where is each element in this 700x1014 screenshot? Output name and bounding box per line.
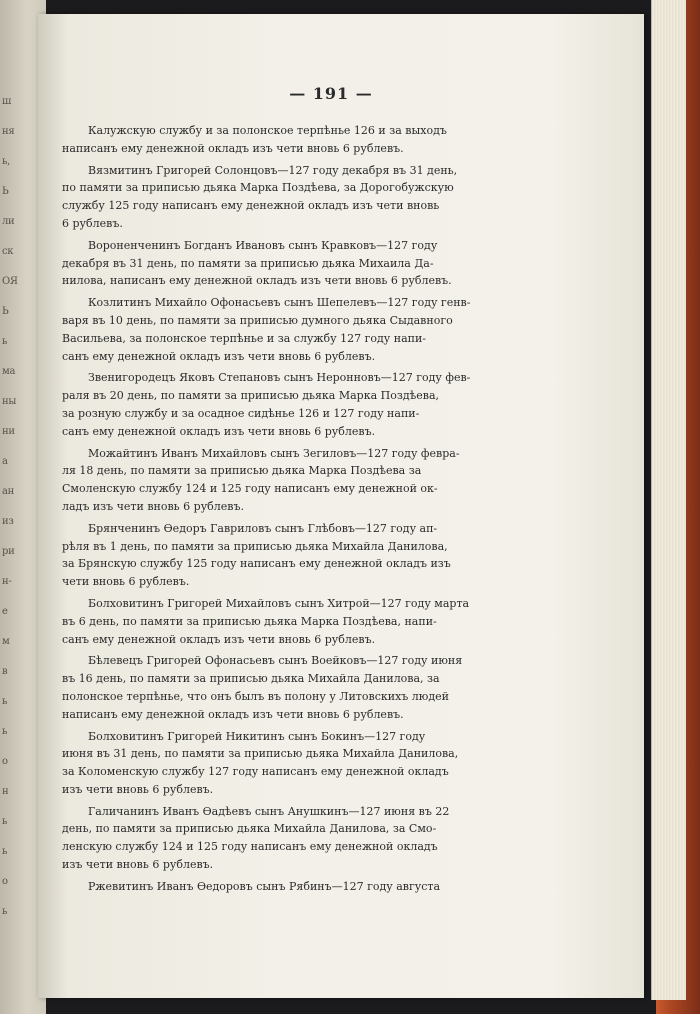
paragraph	[62, 237, 486, 290]
text-line: Смоленскую службу 124 и 125 году написанъ ему денежной ок-	[62, 482, 438, 496]
text-line: Калужскую службу и за полонское терпѣнье 126 и за выходъ	[88, 124, 447, 137]
text-line: по памяти за приписью дьяка Марка Поздѣева, за Дорогобужскую	[62, 181, 454, 195]
text-line: нилова, написанъ ему денежной окладъ изъ чети вновь 6 рублевъ.	[62, 274, 452, 288]
text-line: Звенигородецъ Яковъ Степановъ сынъ Неронновъ—127 году фев-	[88, 371, 471, 385]
left-page-text-fragment: ны	[2, 396, 17, 407]
text-line: Бѣлевецъ Григорей Офонасьевъ сынъ Воейковъ—127 году июня	[88, 654, 463, 668]
text-line: ладъ изъ чети вновь 6 рублевъ.	[62, 499, 244, 513]
left-page-text-fragment: ь	[2, 696, 8, 707]
page-text	[62, 122, 486, 900]
left-page-text-fragment: Ь	[2, 306, 9, 317]
paragraph	[62, 803, 486, 874]
left-page-text-fragment: ь	[2, 816, 8, 827]
left-page-text-fragment: ск	[2, 246, 14, 257]
left-page-text-fragment: ан	[2, 486, 15, 497]
page-number: — 191 —	[289, 84, 373, 103]
text-line: Галичанинъ Иванъ Өадѣевъ сынъ Анушкинъ—127 июня въ 22	[88, 804, 450, 818]
text-line: за Коломенскую службу 127 году написанъ ему денежной окладъ	[62, 765, 449, 779]
paragraph	[62, 728, 486, 799]
left-page-text-fragment: н	[2, 786, 9, 797]
left-page-text-fragment: Ь	[2, 186, 9, 197]
text-line: 6 рублевъ.	[62, 216, 123, 230]
text-line: Брянченинъ Өедоръ Гавриловъ сынъ Глѣбовъ—127 году ап-	[88, 521, 438, 535]
left-page-text-fragment: о	[2, 876, 8, 887]
text-line: санъ ему денежной окладъ изъ чети вновь 6 рублевъ.	[62, 349, 376, 363]
text-line: Вороненченинъ Богданъ Ивановъ сынъ Кравковъ—127 году	[88, 238, 438, 252]
left-page-text-fragment: ри	[2, 546, 15, 557]
paragraph	[62, 878, 486, 896]
left-page-text-fragment: ь	[2, 906, 8, 917]
left-page-text-fragment: а	[2, 456, 8, 467]
text-line: Можайтинъ Иванъ Михайловъ сынъ Зегиловъ—127 году февра-	[88, 446, 460, 460]
left-page-text-fragment: о	[2, 756, 8, 767]
text-line: ля 18 день, по памяти за приписью дьяка Марка Поздѣева за	[62, 464, 422, 478]
text-line: санъ ему денежной окладъ изъ чети вновь 6 рублевъ.	[62, 424, 376, 438]
paragraph	[62, 520, 486, 591]
text-line: день, по памяти за приписью дьяка Михайла Данилова, за Смо-	[62, 822, 437, 836]
paragraph	[62, 122, 486, 158]
text-line: ленскую службу 124 и 125 году написанъ ему денежной окладъ	[62, 840, 438, 854]
left-page-text-fragment: ь	[2, 846, 8, 857]
paragraph	[62, 162, 486, 233]
text-line: полонское терпѣнье, что онъ былъ въ полону у Литовскихъ людей	[62, 689, 449, 703]
left-page-text-fragment: ш	[2, 96, 11, 107]
left-page-text-fragment: е	[2, 606, 8, 617]
text-line: изъ чети вновь 6 рублевъ.	[62, 858, 214, 872]
left-page-text-fragment: в	[2, 666, 8, 677]
text-line: рѣля въ 1 день, по памяти за приписью дьяка Михайла Данилова,	[62, 539, 448, 553]
text-line: декабря въ 31 день, по памяти за приписью дьяка Михаила Да-	[62, 256, 434, 270]
text-line: Болховитинъ Григорей Михайловъ сынъ Хитрой—127 году марта	[88, 596, 470, 610]
paragraph	[62, 445, 486, 516]
left-page-text-fragment: ня	[2, 126, 15, 137]
text-line: чети вновь 6 рублевъ.	[62, 575, 190, 589]
paragraph	[62, 595, 486, 648]
text-line: службу 125 году написанъ ему денежной окладъ изъ чети вновь	[62, 199, 440, 213]
text-line: въ 6 день, по памяти за приписью дьяка Марка Поздѣева, напи-	[62, 614, 437, 628]
left-page-text-fragment: ОЯ	[2, 276, 18, 287]
text-line: изъ чети вновь 6 рублевъ.	[62, 782, 214, 796]
left-page-text-fragment: ни	[2, 426, 15, 437]
text-line: раля въ 20 день, по памяти за приписью дьяка Марка Поздѣева,	[62, 389, 439, 403]
text-line: написанъ ему денежной окладъ изъ чети вновь 6 рублевъ.	[62, 707, 404, 721]
left-page-text-fragment: н-	[2, 576, 12, 587]
text-line: июня въ 31 день, по памяти за приписью дьяка Михайла Данилова,	[62, 747, 459, 761]
text-line: за розную службу и за осадное сидѣнье 126 и 127 году напи-	[62, 406, 420, 420]
text-line: Вязмитинъ Григорей Солонцовъ—127 году декабря въ 31 день,	[88, 163, 458, 177]
left-page-text-fragment: ь,	[2, 156, 11, 167]
page-edges	[651, 0, 686, 1000]
left-page-text-fragment: ь	[2, 336, 8, 347]
text-line: Ржевитинъ Иванъ Өедоровъ сынъ Рябинъ—127 году августа	[88, 879, 441, 893]
text-line: Болховитинъ Григорей Никитинъ сынъ Бокинъ—127 году	[88, 729, 426, 743]
left-page-text-fragment: ь	[2, 726, 8, 737]
text-line: въ 16 день, по памяти за приписью дьяка Михайла Данилова, за	[62, 672, 440, 686]
text-line: варя въ 10 день, по памяти за приписью думного дьяка Сыдавного	[62, 313, 453, 327]
left-page-text-fragment: ли	[2, 216, 15, 227]
text-line: за Брянскую службу 125 году написанъ ему денежной окладъ изъ	[62, 557, 451, 571]
text-line: Козлитинъ Михайло Офонасьевъ сынъ Шепелевъ—127 году генв-	[88, 296, 471, 310]
paragraph	[62, 652, 486, 723]
text-line: санъ ему денежной окладъ изъ чети вновь 6 рублевъ.	[62, 632, 376, 646]
paragraph	[62, 369, 486, 440]
left-page-text-fragment: м	[2, 636, 10, 647]
text-line: Васильева, за полонское терпѣнье и за службу 127 году напи-	[62, 331, 427, 345]
paragraph	[62, 294, 486, 365]
left-page-text-fragment: из	[2, 516, 14, 527]
text-line: написанъ ему денежной окладъ изъ чети вновь 6 рублевъ.	[62, 141, 404, 155]
left-page-text-fragment: ма	[2, 366, 16, 377]
